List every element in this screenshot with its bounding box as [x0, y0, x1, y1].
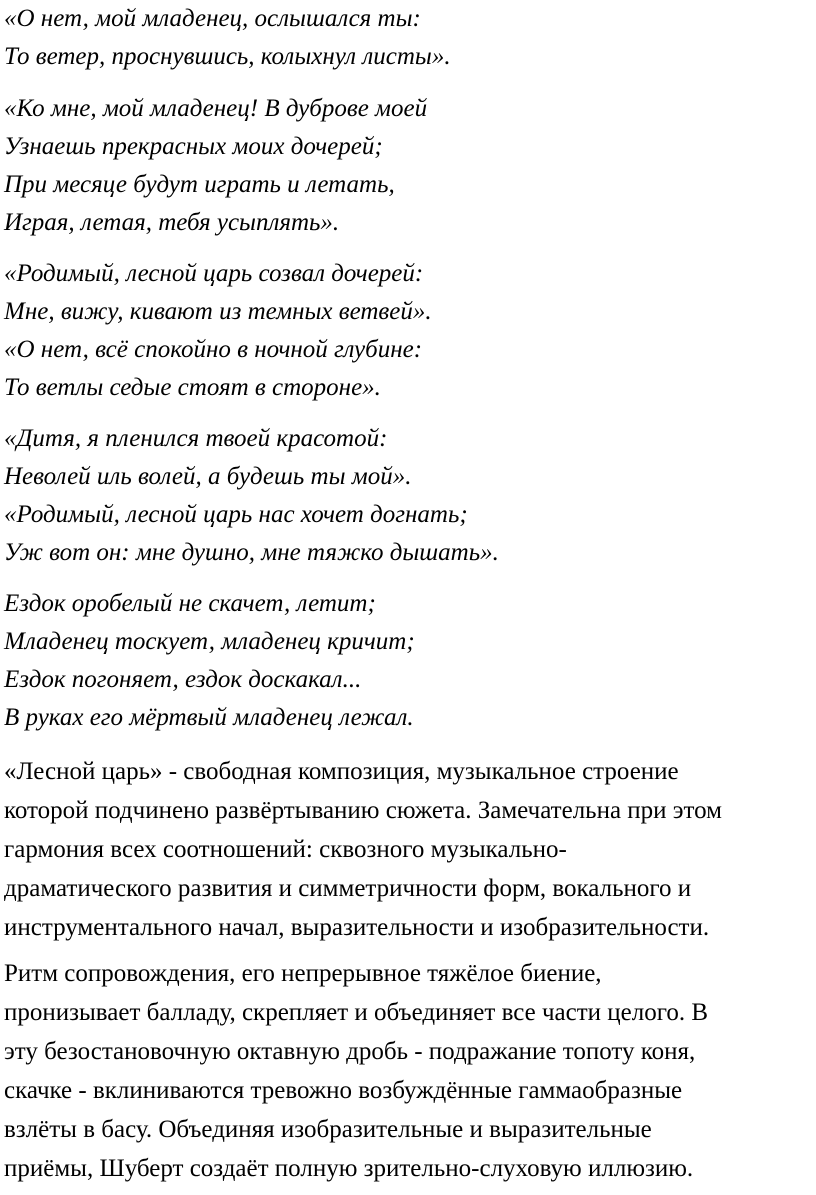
- poem-stanza-1: [4, 0, 451, 76]
- poem-line: Младенец тоскует, младенец кричит;: [4, 628, 415, 655]
- poem-stanza-2: [4, 90, 427, 242]
- prose-line: скачке - вклиниваются тревожно возбуждённые гаммаобразные: [4, 1077, 683, 1104]
- prose-line: взлёты в басу. Объединяя изобразительные и выразительные: [4, 1116, 652, 1143]
- prose-line: Ритм сопровождения, его непрерывное тяжёлое биение,: [4, 960, 602, 987]
- prose-paragraph-1: [4, 752, 812, 947]
- poem-line: То ветлы седые стоят в стороне».: [4, 374, 381, 401]
- poem-line: Ездок погоняет, ездок доскакал...: [4, 666, 362, 693]
- poem-line: Неволей иль волей, а будешь ты мой».: [4, 463, 412, 490]
- poem-line: Играя, летая, тебя усыплять».: [4, 209, 340, 236]
- poem-line: При месяце будут играть и летать,: [4, 171, 395, 198]
- poem-line: То ветер, проснувшись, колыхнул листы».: [4, 43, 451, 70]
- poem-line: Мне, вижу, кивают из темных ветвей».: [4, 298, 432, 325]
- prose-line: драматического развития и симметричности форм, вокального и: [4, 875, 692, 902]
- poem-line: «О нет, мой младенец, ослышался ты:: [4, 5, 421, 32]
- prose-line: приёмы, Шуберт создаёт полную зрительно-слуховую иллюзию.: [4, 1155, 694, 1182]
- prose-line: эту безостановочную октавную дробь - подражание топоту коня,: [4, 1038, 696, 1065]
- poem-line: «О нет, всё спокойно в ночной глубине:: [4, 336, 423, 363]
- prose-line: «Лесной царь» - свободная композиция, музыкальное строение: [4, 758, 679, 785]
- prose-line: инструментального начал, выразительности и изобразительности.: [4, 914, 710, 941]
- poem-stanza-4: [4, 420, 499, 572]
- prose-line: пронизывает балладу, скрепляет и объединяет все части целого. В: [4, 999, 709, 1026]
- poem-line: Узнаешь прекрасных моих дочерей;: [4, 133, 383, 160]
- prose-paragraph-2: [4, 954, 812, 1188]
- poem-line: Уж вот он: мне душно, мне тяжко дышать».: [4, 539, 499, 566]
- poem-line: В руках его мёртвый младенец лежал.: [4, 704, 414, 731]
- poem-line: Ездок оробелый не скачет, летит;: [4, 590, 376, 617]
- poem-stanza-5: [4, 585, 415, 737]
- poem-line: «Дитя, я пленился твоей красотой:: [4, 425, 388, 452]
- poem-stanza-3: [4, 255, 432, 407]
- poem-line: «Родимый, лесной царь созвал дочерей:: [4, 260, 424, 287]
- prose-line: гармония всех соотношений: сквозного музыкально-: [4, 836, 567, 863]
- poem-line: «Родимый, лесной царь нас хочет догнать;: [4, 501, 468, 528]
- prose-line: которой подчинено развёртыванию сюжета. Замечательна при этом: [4, 797, 722, 824]
- poem-line: «Ко мне, мой младенец! В дуброве моей: [4, 95, 428, 122]
